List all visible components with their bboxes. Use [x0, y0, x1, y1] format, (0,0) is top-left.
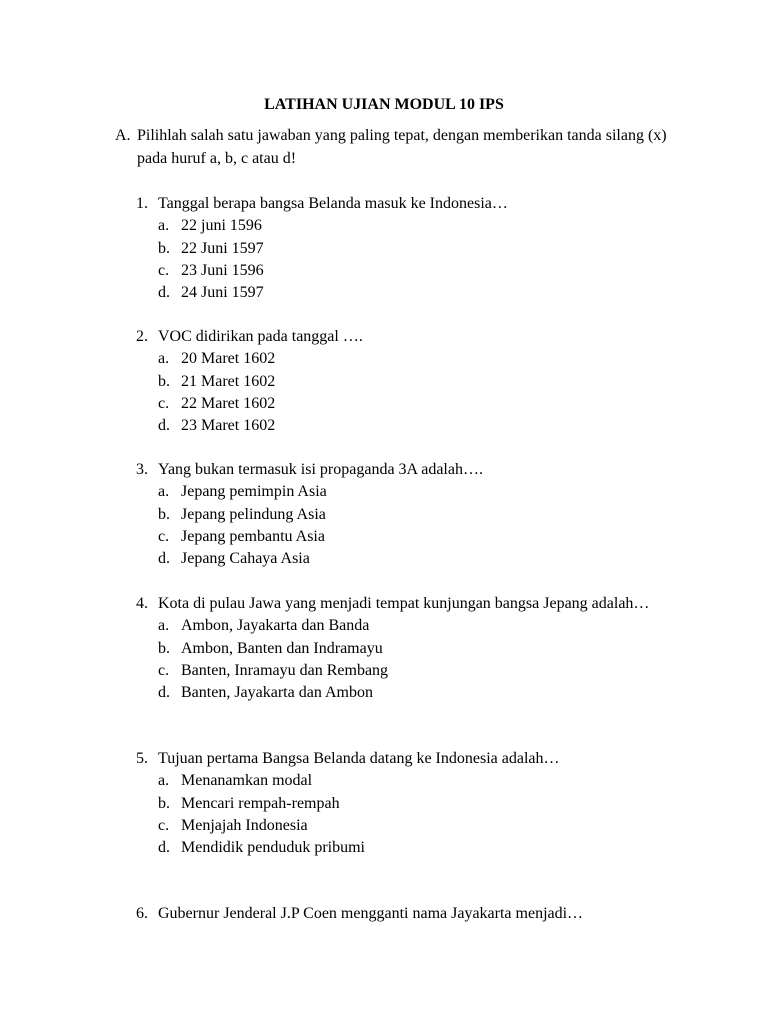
- question-row: [136, 593, 676, 615]
- option-d: [136, 415, 676, 437]
- option-a: [136, 770, 676, 792]
- question-2: [136, 326, 676, 437]
- option-c: [136, 526, 676, 548]
- option-letter: a.: [158, 217, 170, 235]
- option-text: Jepang pembantu Asia: [181, 527, 325, 545]
- question-text: Tujuan pertama Bangsa Belanda datang ke Indonesia adalah…: [158, 750, 560, 767]
- option-text: 22 Juni 1597: [181, 239, 264, 257]
- instruction-text: Pilihlah salah satu jawaban yang paling tepat, dengan memberikan tanda silang (x) pada huruf a, b, c atau d!: [137, 127, 667, 167]
- option-text: Menjajah Indonesia: [181, 816, 308, 834]
- question-number: 6.: [136, 905, 148, 922]
- option-letter: d.: [158, 417, 170, 435]
- option-letter: c.: [158, 661, 170, 679]
- option-b: [136, 238, 676, 260]
- option-b: [136, 371, 676, 393]
- option-letter: d.: [158, 684, 170, 702]
- option-a: [136, 215, 676, 237]
- option-text: 22 Maret 1602: [181, 394, 276, 412]
- question-row: [136, 903, 676, 925]
- option-c: [136, 393, 676, 415]
- question-row: [136, 193, 676, 215]
- question-text: Tanggal berapa bangsa Belanda masuk ke Indonesia…: [158, 195, 508, 212]
- option-a: [136, 348, 676, 370]
- option-text: Banten, Jayakarta dan Ambon: [181, 684, 373, 702]
- option-d: [136, 682, 676, 704]
- option-text: 20 Maret 1602: [181, 350, 276, 368]
- section-letter: A.: [115, 127, 131, 144]
- option-list: [136, 481, 676, 570]
- question-5: [136, 748, 676, 859]
- option-d: [136, 837, 676, 859]
- option-a: [136, 615, 676, 637]
- question-text: Kota di pulau Jawa yang menjadi tempat kunjungan bangsa Jepang adalah…: [158, 595, 650, 612]
- option-letter: d.: [158, 839, 170, 857]
- question-number: 3.: [136, 461, 148, 478]
- option-list: [136, 770, 676, 859]
- option-text: Mendidik penduduk pribumi: [181, 839, 365, 857]
- option-text: Banten, Inramayu dan Rembang: [181, 661, 389, 679]
- option-letter: b.: [158, 794, 170, 812]
- question-row: [136, 748, 676, 770]
- question-number: 1.: [136, 195, 148, 212]
- option-c: [136, 260, 676, 282]
- question-text: VOC didirikan pada tanggal ….: [158, 328, 363, 345]
- option-letter: b.: [158, 639, 170, 657]
- option-letter: a.: [158, 350, 170, 368]
- option-letter: d.: [158, 550, 170, 568]
- option-letter: d.: [158, 284, 170, 302]
- option-text: Mencari rempah-rempah: [181, 794, 340, 812]
- option-letter: c.: [158, 816, 170, 834]
- instruction-section: [115, 125, 675, 170]
- option-text: 23 Juni 1596: [181, 261, 264, 279]
- option-list: [136, 348, 676, 437]
- option-letter: a.: [158, 617, 170, 635]
- page-title: LATIHAN UJIAN MODUL 10 IPS: [264, 96, 504, 113]
- option-text: Menanamkan modal: [181, 772, 313, 790]
- question-number: 4.: [136, 595, 148, 612]
- question-3: [136, 459, 676, 570]
- option-c: [136, 660, 676, 682]
- option-a: [136, 481, 676, 503]
- option-text: Ambon, Jayakarta dan Banda: [181, 617, 370, 635]
- question-text: Yang bukan termasuk isi propaganda 3A adalah….: [158, 461, 483, 478]
- question-4: [136, 593, 676, 704]
- option-letter: b.: [158, 505, 170, 523]
- question-number: 2.: [136, 328, 148, 345]
- option-list: [136, 615, 676, 704]
- option-letter: b.: [158, 239, 170, 257]
- option-text: Ambon, Banten dan Indramayu: [181, 639, 383, 657]
- question-row: [136, 459, 676, 481]
- question-1: [136, 193, 676, 304]
- option-text: Jepang pemimpin Asia: [181, 483, 327, 501]
- option-c: [136, 815, 676, 837]
- option-text: 23 Maret 1602: [181, 417, 276, 435]
- option-b: [136, 638, 676, 660]
- question-row: [136, 326, 676, 348]
- option-text: 24 Juni 1597: [181, 284, 264, 302]
- question-text: Gubernur Jenderal J.P Coen mengganti nama Jayakarta menjadi…: [158, 905, 584, 922]
- option-text: Jepang Cahaya Asia: [181, 550, 310, 568]
- question-6: [136, 903, 676, 925]
- option-text: 22 juni 1596: [181, 217, 262, 235]
- option-letter: a.: [158, 772, 170, 790]
- option-letter: c.: [158, 527, 170, 545]
- instruction-row: [115, 125, 675, 170]
- option-letter: b.: [158, 372, 170, 390]
- option-d: [136, 548, 676, 570]
- option-letter: c.: [158, 261, 170, 279]
- option-letter: c.: [158, 394, 170, 412]
- option-text: Jepang pelindung Asia: [181, 505, 326, 523]
- option-text: 21 Maret 1602: [181, 372, 276, 390]
- question-number: 5.: [136, 750, 148, 767]
- option-d: [136, 282, 676, 304]
- option-b: [136, 793, 676, 815]
- option-list: [136, 215, 676, 304]
- option-b: [136, 504, 676, 526]
- option-letter: a.: [158, 483, 170, 501]
